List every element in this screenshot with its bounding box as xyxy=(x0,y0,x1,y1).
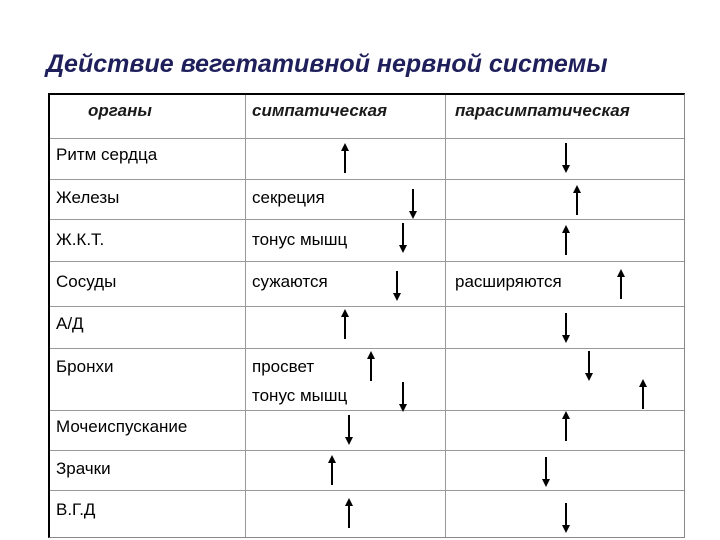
parasympathetic-arrow xyxy=(541,457,551,487)
parasympathetic-arrow xyxy=(561,313,571,343)
sympathetic-arrow xyxy=(408,189,418,219)
parasympathetic-arrow xyxy=(638,379,648,409)
row-organ-label: Сосуды xyxy=(56,272,117,291)
sympathetic-arrow xyxy=(344,498,354,528)
sympathetic-effect: тонус мышц xyxy=(252,230,348,249)
header-parasympathetic: парасимпатическая xyxy=(455,101,630,120)
sympathetic-arrow xyxy=(340,143,350,173)
row-organ-label: Мочеиспускание xyxy=(56,417,188,436)
parasympathetic-arrow xyxy=(561,225,571,255)
row-divider xyxy=(50,410,684,411)
parasympathetic-effect: расширяются xyxy=(455,272,562,291)
nervous-system-table xyxy=(48,93,685,538)
sympathetic-arrow xyxy=(398,382,408,412)
row-organ-label: Зрачки xyxy=(56,459,111,478)
row-divider xyxy=(50,138,684,139)
parasympathetic-arrow xyxy=(561,503,571,533)
sympathetic-effect: тонус мышц xyxy=(252,386,348,405)
column-divider xyxy=(445,95,446,537)
sympathetic-arrow xyxy=(366,351,376,381)
row-divider xyxy=(50,261,684,262)
parasympathetic-arrow xyxy=(561,143,571,173)
row-organ-label: Железы xyxy=(56,188,120,207)
row-divider xyxy=(50,348,684,349)
parasympathetic-arrow xyxy=(561,411,571,441)
header-organs: органы xyxy=(88,101,152,120)
sympathetic-arrow xyxy=(340,309,350,339)
sympathetic-arrow xyxy=(398,223,408,253)
parasympathetic-arrow xyxy=(572,185,582,215)
parasympathetic-arrow xyxy=(584,351,594,381)
sympathetic-arrow xyxy=(392,271,402,301)
row-divider xyxy=(50,219,684,220)
row-divider xyxy=(50,490,684,491)
row-divider xyxy=(50,179,684,180)
row-organ-label: В.Г.Д xyxy=(56,500,96,519)
column-divider xyxy=(245,95,246,537)
row-organ-label: А/Д xyxy=(56,314,84,333)
row-divider xyxy=(50,450,684,451)
sympathetic-arrow xyxy=(327,455,337,485)
row-organ-label: Бронхи xyxy=(56,357,114,376)
row-divider xyxy=(50,306,684,307)
row-organ-label: Ж.К.Т. xyxy=(56,230,105,249)
page-title: Действие вегетативной нервной системы xyxy=(46,50,608,78)
parasympathetic-arrow xyxy=(616,269,626,299)
sympathetic-effect: сужаются xyxy=(252,272,328,291)
sympathetic-effect: просвет xyxy=(252,357,315,376)
sympathetic-arrow xyxy=(344,415,354,445)
header-sympathetic: симпатическая xyxy=(252,101,388,120)
sympathetic-effect: секреция xyxy=(252,188,325,207)
row-organ-label: Ритм сердца xyxy=(56,145,158,164)
